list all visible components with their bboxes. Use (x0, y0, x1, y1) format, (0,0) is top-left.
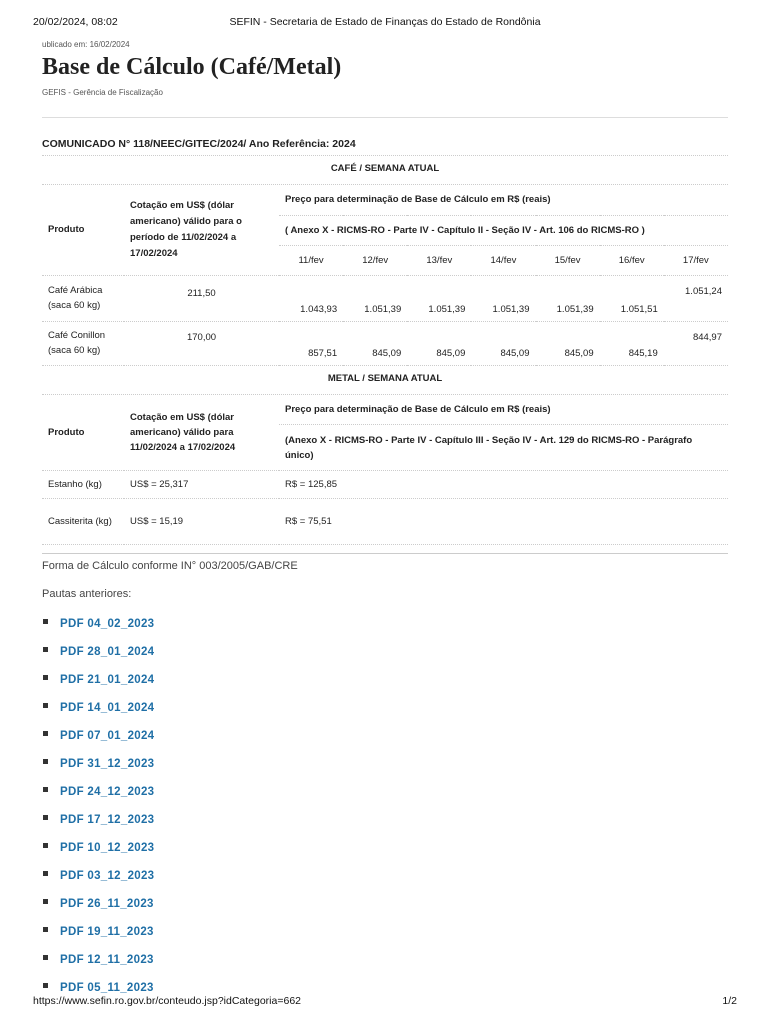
pdf-link[interactable]: PDF 31_12_2023 (60, 758, 155, 770)
pdf-link[interactable]: PDF 10_12_2023 (60, 842, 155, 854)
cafe-price: 845,09 (536, 321, 600, 365)
pdf-link[interactable]: PDF 19_11_2023 (60, 926, 154, 938)
list-item (42, 754, 728, 782)
cafe-price: 845,09 (343, 321, 407, 365)
cafe-table (42, 185, 728, 366)
bullet-icon (43, 759, 48, 764)
bullet-icon (43, 731, 48, 736)
print-page-number: 1/2 (722, 995, 737, 1007)
pdf-link[interactable]: PDF 12_11_2023 (60, 954, 154, 966)
pdf-link[interactable]: PDF 17_12_2023 (60, 814, 155, 826)
metal-header-row (42, 395, 728, 425)
metal-row-cassiterita (42, 499, 728, 545)
list-item (42, 698, 728, 726)
cafe-header-cotacao: Cotação em US$ (dólar americano) válido para o período de 11/02/2024 a 17/02/2024 (124, 185, 279, 275)
print-site-title: SEFIN - Secretaria de Estado de Finanças do Estado de Rondônia (229, 16, 541, 28)
metal-header-produto: Produto (42, 395, 124, 471)
bullet-icon (43, 955, 48, 960)
bullet-icon (43, 647, 48, 652)
metal-header-cotacao: Cotação em US$ (dólar americano) válido para 11/02/2024 a 17/02/2024 (124, 395, 279, 471)
cafe-price: 1.051,39 (343, 275, 407, 321)
metal-section-title: METAL / SEMANA ATUAL (42, 366, 728, 395)
list-item (42, 726, 728, 754)
department: GEFIS - Gerência de Fiscalização (42, 88, 163, 97)
pdf-link[interactable]: PDF 28_01_2024 (60, 646, 155, 658)
cafe-price: 1.051,24 (664, 275, 728, 321)
metal-preco: R$ = 75,51 (279, 499, 728, 545)
list-item (42, 782, 728, 810)
print-datetime: 20/02/2024, 08:02 (33, 16, 118, 28)
cafe-price: 845,09 (471, 321, 535, 365)
metal-row-estanho (42, 471, 728, 499)
cafe-date: 13/fev (407, 245, 471, 275)
list-item (42, 670, 728, 698)
bullet-icon (43, 927, 48, 932)
print-header (33, 16, 737, 30)
metal-header-anexo: (Anexo X - RICMS-RO - Parte IV - Capítulo III - Seção IV - Art. 129 do RICMS-RO - Parágrafo único) (279, 425, 728, 471)
cafe-header-preco: Preço para determinação de Base de Cálculo em R$ (reais) (279, 185, 728, 215)
cafe-price: 1.051,51 (600, 275, 664, 321)
bullet-icon (43, 619, 48, 624)
metal-cotacao: US$ = 15,19 (124, 499, 279, 545)
bullet-icon (43, 871, 48, 876)
published-date: ublicado em: 16/02/2024 (42, 40, 130, 49)
list-item (42, 950, 728, 978)
cafe-date: 16/fev (600, 245, 664, 275)
cafe-date: 11/fev (279, 245, 343, 275)
list-item (42, 922, 728, 950)
metal-table (42, 395, 728, 546)
cafe-price: 844,97 (664, 321, 728, 365)
cafe-cotacao: 170,00 (124, 321, 279, 365)
cafe-cotacao: 211,50 (124, 275, 279, 321)
metal-cotacao: US$ = 25,317 (124, 471, 279, 499)
cafe-produto: Café Arábica (saca 60 kg) (42, 275, 124, 321)
print-footer (33, 995, 737, 1009)
metal-produto: Estanho (kg) (42, 471, 124, 499)
list-item (42, 894, 728, 922)
bullet-icon (43, 899, 48, 904)
forma-calculo: Forma de Cálculo conforme IN° 003/2005/GAB/CRE (42, 553, 728, 572)
article (42, 38, 728, 1006)
pdf-link[interactable]: PDF 26_11_2023 (60, 898, 154, 910)
cafe-date: 17/fev (664, 245, 728, 275)
cafe-price: 1.051,39 (471, 275, 535, 321)
metal-produto: Cassiterita (kg) (42, 499, 124, 545)
bullet-icon (43, 675, 48, 680)
cafe-date: 12/fev (343, 245, 407, 275)
bullet-icon (43, 815, 48, 820)
pdf-link[interactable]: PDF 14_01_2024 (60, 702, 155, 714)
pdf-link[interactable]: PDF 03_12_2023 (60, 870, 155, 882)
pdf-link[interactable]: PDF 07_01_2024 (60, 730, 155, 742)
metal-header-preco: Preço para determinação de Base de Cálculo em R$ (reais) (279, 395, 728, 425)
pdf-link[interactable]: PDF 04_02_2023 (60, 618, 155, 630)
list-item (42, 614, 728, 642)
bullet-icon (43, 787, 48, 792)
pautas-label: Pautas anteriores: (42, 588, 132, 600)
bullet-icon (43, 843, 48, 848)
list-item (42, 642, 728, 670)
cafe-price: 1.051,39 (536, 275, 600, 321)
cafe-price: 1.051,39 (407, 275, 471, 321)
cafe-header-row (42, 185, 728, 215)
cafe-price: 845,19 (600, 321, 664, 365)
pdf-link[interactable]: PDF 21_01_2024 (60, 674, 155, 686)
print-url: https://www.sefin.ro.gov.br/conteudo.jsp?idCategoria=662 (33, 995, 302, 1007)
cafe-price: 857,51 (279, 321, 343, 365)
divider (42, 117, 728, 118)
bullet-icon (43, 703, 48, 708)
cafe-row-conillon (42, 321, 728, 365)
comunicado-heading: COMUNICADO N° 118/NEEC/GITEC/2024/ Ano Referência: 2024 (42, 138, 728, 156)
cafe-date: 15/fev (536, 245, 600, 275)
bullet-icon (43, 983, 48, 988)
cafe-price: 1.043,93 (279, 275, 343, 321)
list-item (42, 866, 728, 894)
list-item (42, 838, 728, 866)
cafe-section-title: CAFÉ / SEMANA ATUAL (42, 156, 728, 185)
pdf-link[interactable]: PDF 05_11_2023 (60, 982, 154, 994)
pdf-link[interactable]: PDF 24_12_2023 (60, 786, 155, 798)
cafe-produto: Café Conillon (saca 60 kg) (42, 321, 124, 365)
cafe-row-arabica (42, 275, 728, 321)
cafe-header-produto: Produto (42, 185, 124, 275)
pdf-list (42, 614, 728, 1006)
page-title: Base de Cálculo (Café/Metal) (42, 54, 342, 80)
cafe-price: 845,09 (407, 321, 471, 365)
cafe-date: 14/fev (471, 245, 535, 275)
cafe-header-anexo: ( Anexo X - RICMS-RO - Parte IV - Capítulo II - Seção IV - Art. 106 do RICMS-RO ) (279, 215, 728, 245)
list-item (42, 810, 728, 838)
metal-preco: R$ = 125,85 (279, 471, 728, 499)
